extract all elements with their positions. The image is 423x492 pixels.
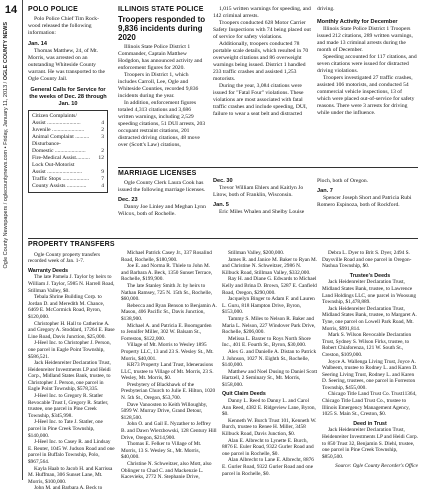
property-col3-more (222, 398, 318, 477)
paragraph: Dave Vanoosten to Keith Willoughby, 5099 W. Murray Drive, Grand Detour, $128,500. (121, 401, 208, 421)
paragraph: Alan Albrecht to Lane E. Albrecht, 8876 E. Gurler Road, 9322 Gurler Road and one parcel in Rochelle, $0. (222, 457, 314, 477)
calls-box (28, 110, 108, 193)
deed-heading: Deed in Trust (353, 420, 387, 427)
calls-row-label: Assist ........................ (32, 120, 81, 126)
polo-police-section (28, 6, 108, 193)
state-police-col1-text (118, 44, 208, 149)
monthly-heading: Monthly Activity for December (317, 19, 398, 25)
quit-heading: Quit Claim Deeds (222, 391, 266, 398)
paragraph: Chicago Title Land Trust Co. Trust11364, Chicago Title Land Trust Co., trustee to Illinois Emergency Management Agency, 1025 S. Main St., Creston, $0. (322, 391, 417, 418)
calls-heading: General Calls for Service for the weeks of Dec. 28 through Jan. 10 (29, 87, 107, 107)
calls-row-label: County Assists .............. (32, 183, 87, 189)
property-source: Source: Ogle County Recorder's Office (335, 463, 418, 470)
paragraph: Troopers conducted 628 Motor Carrier Safety Inspections with 74 being placed out of service for safety violations. (213, 20, 311, 40)
marriage-date-a: Dec. 23 (118, 197, 138, 203)
paragraph: John M. and Barbara A. Beck to (34, 485, 103, 492)
paragraph: Illinois State Police District 1 Commander, Captain Matthew Hodgdon, has announced activity and enforcement figures for 2020. (118, 44, 203, 71)
paragraph: Michael A. and Patricia E. Boomgarden to Jennifer Miller, 302 W. Balsam St., Forreston, $122,000. (121, 322, 212, 342)
paragraph: J-Heel Inc. to Christopher J. Person, one parcel in Eagle Point Township, $586,521. (28, 340, 111, 360)
paragraph: Troopers investigated 27 traffic crashes, assisted 106 motorists, and conducted 54 commercial vehicle inspections, 13 of which were placed out-of-service for safety reasons. There were 3 arrests for driving while under the influence. (317, 75, 415, 116)
paragraph: Thomas E. Felker to Village of Mt. Morris, 13 S. Wesley St., Mt. Morris, $40,000. (121, 441, 202, 461)
marriage-divider (118, 167, 418, 168)
spine-text (3, 22, 9, 268)
paragraph: Kayla Haab to Jacob H. and Karrissa M. Huffman, 306 Sunset Lane, Mt. Morris, $100,000. (28, 465, 113, 485)
state-police-col1 (118, 6, 208, 149)
calls-row-label: Traffic Stops ................... (32, 176, 90, 182)
calls-row-value: 2 (101, 148, 104, 154)
polo-police-text: Thomas Matthew, 24, of Mt. Morris, was arrested on an outstanding Whiteside County warrant. He was transported to the Ogle County Jail. (28, 48, 106, 82)
marriage-date-b: Dec. 30 (213, 178, 233, 184)
property-col4-end: Jack Heidenreiter Declaration Trust, Heidenreiter Investments LP and Heidi Corp. to 850 Trust 32, Benjamin S. Diehl, trustee, one parcel in Pine Creek Township, $850,500. (322, 427, 419, 460)
paragraph: J-Heel Inc. to Gregory R. Statler Revocable Trust I, Gregory R. Statler, trustee, one parcel in Pine Creek Township, $345,998. (28, 393, 109, 419)
calls-row-value: 7 (101, 176, 104, 182)
polo-police-intro: Polo Police Chief Tim Rock-wood released the following information: (28, 16, 99, 36)
marriage-entry-c: Eric Miles Whalen and Shelby Louise (219, 209, 305, 215)
paragraph: Alan E. Albrecht to Lynette E. Burch, 8876 E. Euler Road, 9322 Gurler Road and one parcel in Rochelle, $0. (222, 437, 314, 457)
polo-police-label: POLO POLICE (28, 6, 79, 13)
paragraph: KR73 Property Land Trust, Idenerasions LLC, trustee to Village of Mt. Morris, 23 S. Wesley, Mt. Morris, $0. (121, 362, 214, 382)
calls-row-value: 3 (101, 134, 104, 140)
page-sidebar (0, 0, 22, 480)
calls-row-label: Animal Complaint .......... (32, 134, 90, 140)
property-col2-text (121, 250, 217, 481)
state-police-col3 (317, 6, 417, 117)
calls-row (32, 120, 104, 127)
calls-row-value: 12 (98, 155, 104, 161)
calls-row (32, 169, 104, 176)
paragraph: The late Pamela J. Taylor by heirs to William J. Taylor, 5985 N. Harrell Road, Stillman Valley, $0. (28, 274, 115, 294)
calls-row-value: 2 (101, 127, 104, 133)
calls-row (32, 176, 104, 183)
property-col3-text (222, 250, 318, 388)
paragraph: Presbytery of Blackhawk of the Presbyterian Church to Julie E. Hilton, 1020 N. 5th St., Oregon, $53,700. (121, 381, 216, 402)
paragraph: John O. and Gail E. Nyzather to Jeffrey B. and Dawn Wierzbowski, 128 Century Hill Drive, Oregon, $214,900. (121, 421, 217, 441)
calls-row (32, 134, 104, 141)
paragraph: Christopher H. Hall to Catherine A. and Gregory A. Stoddard, 17264 E. Base Line Road, Davis Junction, $25,000. (28, 320, 115, 340)
trustee-heading: Trustee's Deeds (349, 272, 391, 279)
paragraph: James R. and Janice M. Baker to Ryan M. and Christine N. Schweitzer, 2986 N. Kilbuck Road, Stillman Valley, $332,000. (222, 256, 318, 276)
paragraph: 1,015 written warnings for speeding, and 142 criminal arrests. (213, 6, 311, 19)
marriage-entry-e: Spencer Joseph Short and Patricia Rubi Romero Espinoza, both of Rockford. (317, 195, 412, 208)
calls-row (32, 183, 104, 190)
state-police-col3-text: driving. (317, 6, 335, 12)
calls-row-label: Domestic ...................... (32, 148, 86, 154)
paragraph: Joyce A. Wallenga Living Trust, Joyce A. Walbeem, trustee to Rodney L. and Karen D. Seering Living Trust, Rodney L. and Karen D. Seering, trustees, one parcel in Forreston Township, $455,000. (322, 358, 418, 391)
paragraph: Kenneth W. Burch Trust 101, Kenneth W. Burch, trustee to Renee H. Miller, 3458 Kilbuck Road, Davis Junction, $0. (222, 417, 317, 438)
paragraph: Speeding accounted for 117 citations, and seven citations were issued for distracted driving violations. (317, 54, 417, 74)
marriage-date-e: Jan. 7 (317, 188, 333, 194)
marriage-col3 (317, 178, 417, 209)
paragraph: Michael Patrick Casey Jr., 337 Rosalind Road, Rochelle, $180,900. (121, 250, 212, 263)
sidebar-divider (22, 0, 23, 480)
calls-row-value: 4 (101, 183, 104, 189)
paragraph: Matthew and Noel Dusing to Daniel Scott Hartzell, 2 Seminary St., Mt. Morris, $158,000. (222, 368, 318, 388)
calls-row-label: Fire-Medical Assist.......... (32, 155, 90, 161)
paragraph: Troopers in District 1, which includes Carroll, Lee, Ogle and Whiteside Counties, recorded 9,836 incidents during the year. (118, 72, 199, 99)
paragraph: Alex G. and Danielle A. Distan to Patrick J. Johnson, 1027 N. Eighth St., Rochelle, $140,000. (222, 348, 317, 369)
marriage-label: MARRIAGE LICENSES (118, 170, 197, 177)
page-number: 14 (4, 4, 18, 16)
property-col2 (121, 250, 217, 481)
calls-row-value: 4 (101, 120, 104, 126)
property-col3 (222, 250, 318, 477)
calls-row (32, 148, 104, 155)
property-col1-text (28, 274, 116, 492)
property-divider (28, 238, 418, 239)
paragraph: Joe E. and Norma R. Thiele to John M. and Barbara A. Beck, 1350 Sunset Terrace, Rochelle, $199,900. (121, 263, 213, 283)
calls-row-label: Disturbance- (32, 141, 61, 147)
spine-text-a: Ogle County Newspapers / oglecountynews.com • Friday, January 11, 2013 / (3, 80, 9, 269)
paragraph: Tebala Shrine Building Corp. to Jordan D. and Meredith M. Chance, 6469 E. McCormick Road, Byron, $120,000. (28, 294, 105, 320)
property-label: PROPERTY TRANSFERS (28, 241, 115, 248)
paragraph: Melissa L. Baxter to Roys North Shore Inc., 401 E. Fourth St., Byron, $30,000. (222, 335, 311, 349)
property-col4-more (322, 279, 418, 417)
paragraph: J-Heel Inc. to Casey R. and Lindsay E. Reuter, 1045 W. Judson Road and one parcel in Buffalo Township, Polo, $967,564. (28, 439, 115, 465)
property-col1 (28, 242, 116, 492)
polo-police-date: Jan. 14 (28, 41, 47, 47)
calls-row (32, 141, 104, 148)
paragraph: Stillman Valley, $200,000. (228, 250, 285, 256)
state-police-col3-more (317, 26, 417, 117)
marriage-col2 (213, 178, 311, 216)
paragraph: The late Stanley Smith Jr. by heirs to Nathan Ramsey, 725 N. 15th St., Rochelle, $60,000. (121, 282, 213, 303)
paragraph: J-Heel Inc. to Tate J. Statler, one parcel in Pine Creek Township, $140,000. (28, 419, 103, 439)
marriage-entry-b: Trevor William Ehlers and Kaitlyn Jo Litow, both of Franklin, Wisconsin. (213, 185, 304, 198)
paragraph: Jack Heidenreiter Declaration Trust, Midland States Bank, trustee, to Lawrence Land Holdings LLC, one parcel in Woosung Township, $1,478,889. (322, 279, 417, 306)
state-police-headline: Troopers responded to 9,836 incidents during 2020 (118, 15, 206, 42)
calls-row-label: Juvenile ....................... (32, 127, 85, 133)
paragraph: Rebecca and Ryan Benson to Benjamin A. Mason, 406 Pacific St., Davis Junction, $138,900. (121, 302, 217, 322)
property-col4 (322, 250, 418, 470)
marriage-col1 (118, 170, 210, 218)
paragraph: Tammy S. Miles to Nelson R. Baker and Maria L. Nelson, 227 Windover Park Drive, Rochelle, $206,000. (222, 315, 316, 336)
paragraph: Jacquelyn Binger to Adam F. and Lauren L. Guru, 818 Hampton Drive, Byron, $153,000. (222, 296, 315, 316)
calls-row (32, 162, 104, 169)
paragraph: In addition, enforcement figures totaled 4,313 citations and 3,686 written warnings, including 2,529 speeding citations, 51 DUI arrests, 203 occupant restraint citations, 201 distracted driving citations, 48 move over (Scott's Law) citations, (118, 100, 206, 148)
paragraph: Danny L. Reed to Danny L. and Carol Ann Reed, 4382 E. Ridgeview Lane, Byron, $0. (222, 398, 316, 418)
calls-row-label: Citizen Complaints/ (32, 113, 77, 119)
calls-row (32, 113, 104, 120)
paragraph: Jack Heidenreiter Declaration Trust, Heidenreiter Investments LP and Heidi Corp., Midland States Bank, trustee, to Christopher J. Person, one parcel in Eagle Point Township, $578,335. (28, 360, 111, 393)
state-police-col2 (213, 6, 311, 118)
marriage-date-c: Jan. 5 (213, 202, 229, 208)
state-police-col2-text (213, 6, 311, 118)
paragraph: Jack Heidenreiter Declaration Trust, Midland States Bank, trustee, to Margaret A. Tyne, one parcel on Lowell Park Road, Mt. Morris, $991,814. (322, 305, 417, 332)
paragraph: Village of Mt. Morris to Wesley 1895 Property LLC, 13 and 23 S. Wesley St., Mt. Morris, $40,001. (121, 342, 214, 362)
property-intro: Ogle County property transfers recorded week of Jan. 1-7. (28, 251, 101, 265)
paragraph: Mark S. Wilson Revocable Declaration Trust, Sydney S. Wilson Firks, trustee, to Robert Chiaforenza, 121 W. South St., Creston, $109,000. (322, 332, 412, 358)
paragraph: Ray H. and Diane G. Edwards to Michael Kelly and Brina D. Brown, 5287 E. Canfield Road, Oregon, $290,000. (222, 276, 317, 296)
calls-row-value: 9 (101, 169, 104, 175)
paragraph: Additionally, troopers conducted 78 portable scale details, which resulted in 70 overweight citations and 86 overweight warnings being issued. District 1 handled 233 traffic crashes and assisted 1,253 motorists. (213, 41, 309, 82)
calls-row (32, 127, 104, 134)
warranty-heading: Warranty Deeds (28, 267, 69, 274)
marriage-entry-d: Ploch, both of Oregon. (317, 178, 369, 184)
state-police-label: ILLINOIS STATE POLICE (118, 6, 204, 13)
paragraph: During the year, 3,084 citations were issued for "Fatal Four" violations. These violations are most associated with fatal traffic crashes and include speeding, DUI, failure to wear a seat belt and distracted (213, 83, 308, 117)
property-col4-text: Debra L. Dyer to Brit S. Dyer, 2494 S. Daysville Road and one parcel in Oregon-Nashua Township, $0. (322, 250, 412, 270)
calls-row-label: Lock Out-Motorist (32, 162, 75, 168)
marriage-intro: Ogle County Clerk Laura Cook has issued the following marriage licenses. (118, 180, 206, 193)
calls-row (32, 155, 104, 162)
spine-text-b: OGLE COUNTY NEWS (3, 22, 9, 81)
paragraph: Christine N. Schweitzer, also Mott, also Oblinger to Chad C. and Mackenzie L. Kacevieks, 2772 N. Stephanie Drive, (121, 461, 212, 481)
paragraph: Illinois State Police District 1 Troopers issued 212 citations, 289 written warnings, and made 13 criminal arrests during the month of December. (317, 26, 413, 53)
marriage-entry-a: Danny Joe Linley and Meghan Lynn Wilcox, both of Rochelle. (118, 204, 206, 217)
calls-row-label: Assist ......................... (32, 169, 83, 175)
